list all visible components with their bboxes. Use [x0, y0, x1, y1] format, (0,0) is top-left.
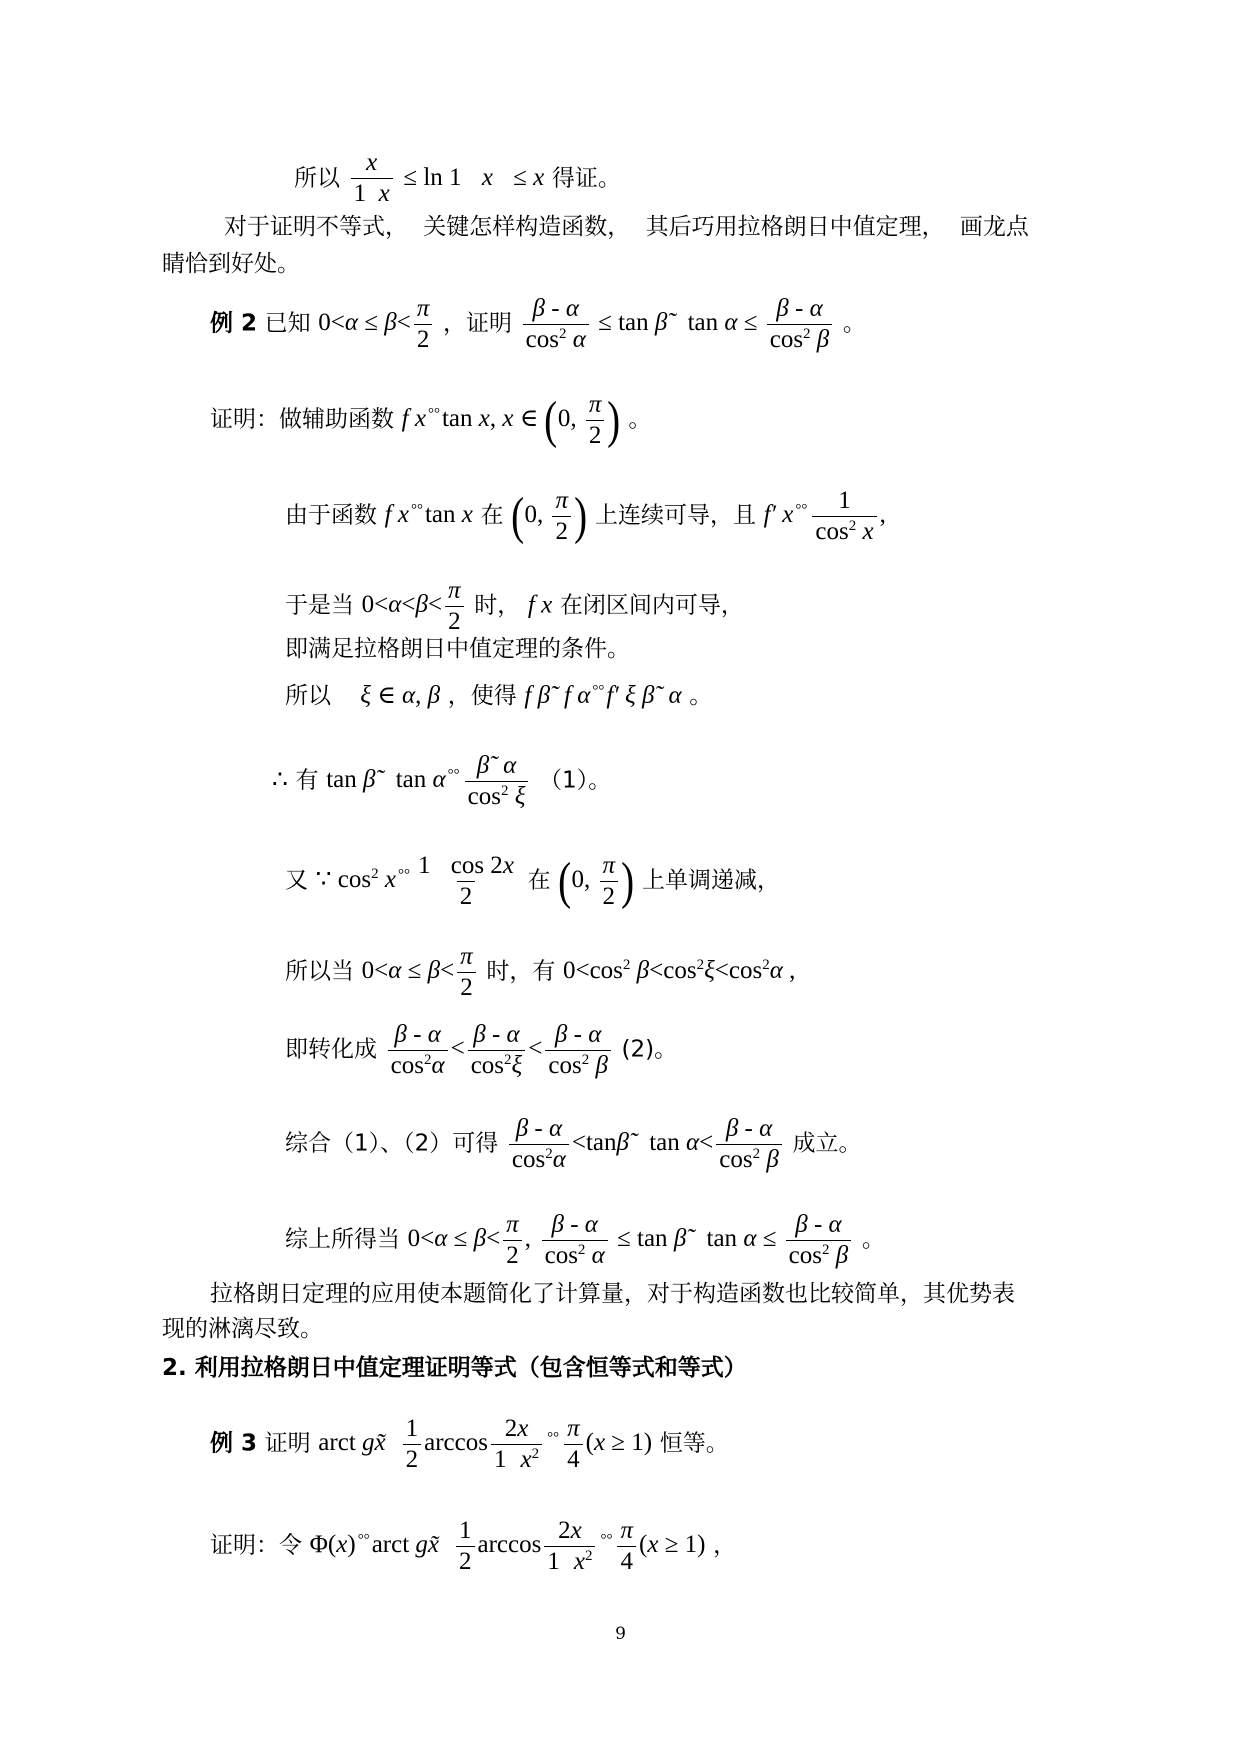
- text-period: 。: [861, 1226, 885, 1253]
- text-such-that: ，使得: [447, 683, 517, 709]
- proof-aux-function: [210, 392, 651, 450]
- line-satisfy: 即满足拉格朗日中值定理的条件。: [285, 636, 630, 662]
- formula-range: 0<α<β< $\frac{\pi}{2}$: [362, 591, 467, 618]
- formula-inequality: ≤ ln 1 x ≤ x: [403, 164, 545, 192]
- formula-condition: 0<α ≤ β< $\frac{\pi}{2}$: [318, 309, 435, 336]
- formula-combined: $\frac{\beta - \alpha}{\cos^2\alpha}$ <tanβ̃ tan α< $\frac{\beta - \alpha}{\cos^2 \beta}$: [506, 1129, 785, 1156]
- text-time: 时，: [474, 592, 521, 619]
- formula-interval: (0, $\frac{\pi}{2}$ ): [558, 852, 635, 911]
- formula-identity: arct gx̃ $\frac{1}{2}$ arccos $\frac{2x}{1 x^2}$ °° $\frac{\pi}{4}$ (x ≥ 1): [318, 1415, 653, 1474]
- text-identity: 恒等。: [659, 1430, 729, 1457]
- formula-phi: Φ(x) °°arct gx̃ $\frac{1}{2}$ arccos $\frac{2x}{1 x^2}$ °° $\frac{\pi}{4}$ (x ≥ 1): [309, 1517, 706, 1576]
- example-3-statement: [210, 1416, 729, 1474]
- text-on: 在: [480, 502, 504, 529]
- text-therefore-have: 有: [295, 767, 319, 794]
- text-since-fn: 由于函数: [285, 502, 377, 529]
- example-2-label: 例 2: [210, 310, 258, 337]
- text-then-when: 于是当: [285, 592, 354, 619]
- line-conclusion-1: [294, 150, 621, 208]
- formula-result: $\frac{\beta - \alpha}{\cos^2 \alpha}$ ≤ tan β̃ tan α ≤ $\frac{\beta - \alpha}{\cos^2 \beta}$: [539, 1225, 855, 1252]
- text-and-since: 又: [285, 867, 308, 894]
- line-combine: [285, 1116, 861, 1174]
- formula-fraction: $\frac{x}{1 x}$: [351, 150, 393, 208]
- text-mono-dec: 上单调递减，: [642, 867, 781, 894]
- formula-range: 0<α ≤ β< $\frac{\pi}{2}$ ,: [407, 1211, 531, 1270]
- text-time-have: 时，有: [486, 958, 556, 985]
- line-therefore: [272, 753, 611, 811]
- formula-cos-order: $0<\cos^2$ $\beta<\cos^2\xi<\cos^2\alpha$ ,: [562, 957, 796, 985]
- formula-interval: (0, $\frac{\pi}{2}$ ): [511, 487, 588, 546]
- text-holds: 成立。: [792, 1130, 862, 1157]
- text-prove: ，证明: [443, 310, 512, 337]
- line-then-when: [285, 578, 744, 636]
- paragraph-1-line-2: 睛恰到好处。: [162, 251, 300, 277]
- line-summary: [285, 1212, 885, 1270]
- page-number: 9: [615, 1624, 626, 1644]
- text-closed-diff: 在闭区间内可导，: [559, 592, 744, 619]
- formula-fx: f x: [527, 591, 553, 619]
- formula-f: f x °°tan x: [384, 501, 473, 529]
- text-period: 。: [842, 310, 866, 337]
- text-eq1: （1）。: [539, 767, 612, 794]
- proof-let-phi: [210, 1518, 736, 1576]
- line-monotonic: [285, 853, 780, 911]
- formula-derivative: f′ x °° $\frac{1}{\cos^2 x}$ ,: [763, 487, 886, 546]
- text-summary: 综上所得当: [285, 1226, 400, 1253]
- formula-eq2: $\frac{\beta - \alpha}{\cos^2\alpha}$ < $\frac{\beta - \alpha}{\cos^2\xi}$ < $\frac{\beta - \alpha}{\cos^2 \beta}$: [385, 1035, 614, 1062]
- example-2-statement: [210, 296, 866, 354]
- paragraph-2-line-1: 拉格朗日定理的应用使本题简化了计算量，对于构造函数也比较简单，其优势表: [210, 1281, 1015, 1307]
- formula-aux: f x °°tan x, x ∈ (0, $\frac{\pi}{2}$ ): [401, 391, 621, 450]
- text-period: 。: [689, 683, 713, 709]
- text-proven: 得证。: [551, 165, 621, 192]
- therefore-symbol: ∴: [272, 766, 288, 794]
- line-so-when: [285, 944, 795, 1002]
- formula-claim: $\frac{\beta - \alpha}{\cos^2 \alpha}$ ≤ tan β̃ tan α ≤ $\frac{\beta - \alpha}{\cos^2 \beta}$: [520, 309, 836, 336]
- text-so2: 所以: [285, 683, 331, 709]
- text-so-when: 所以当: [285, 958, 354, 985]
- formula-range: 0<α ≤ β< $\frac{\pi}{2}$: [362, 957, 479, 984]
- paragraph-2-line-2: 现的淋漓尽致。: [162, 1316, 323, 1342]
- text-period: 。: [628, 406, 652, 433]
- text-proof-let: 证明：令: [210, 1532, 302, 1559]
- text-transform: 即转化成: [285, 1036, 377, 1063]
- text-cont-diff: 上连续可导，且: [594, 502, 756, 529]
- text-on: 在: [527, 867, 551, 894]
- paragraph-1-line-1: 对于证明不等式， 关键怎样构造函数， 其后巧用拉格朗日中值定理， 画龙点: [224, 214, 1029, 240]
- line-mvt: [285, 683, 712, 708]
- section-2-heading: 2. 利用拉格朗日中值定理证明等式（包含恒等式和等式）: [162, 1355, 747, 1381]
- formula-cos-identity: ∵ $\cos^2 x$ °° $\frac{1 \cos 2x}{2}$: [315, 852, 514, 911]
- text-proof-label: 证明：做辅助函数: [210, 406, 394, 433]
- text-combine: 综合（1）、（2）可得: [285, 1130, 499, 1157]
- formula-eq1: tan β̃ tan α °° $\frac{\betã \alpha}{\cos^2 \xi}$: [326, 766, 531, 793]
- text-prove: 证明: [264, 1430, 311, 1457]
- text-comma: ，: [713, 1532, 737, 1559]
- text-so: 所以: [294, 165, 340, 192]
- line-transform: [285, 1022, 677, 1080]
- formula-mvt: f β̃ f α °°f′ ξ β̃ α: [524, 682, 682, 709]
- text-known: 已知: [264, 310, 311, 337]
- text-eq2: (2)。: [621, 1036, 678, 1063]
- line-continuity: [285, 488, 886, 546]
- example-3-label: 例 3: [210, 1430, 258, 1457]
- formula-xi-in: ξ ∈ α, β: [360, 682, 441, 709]
